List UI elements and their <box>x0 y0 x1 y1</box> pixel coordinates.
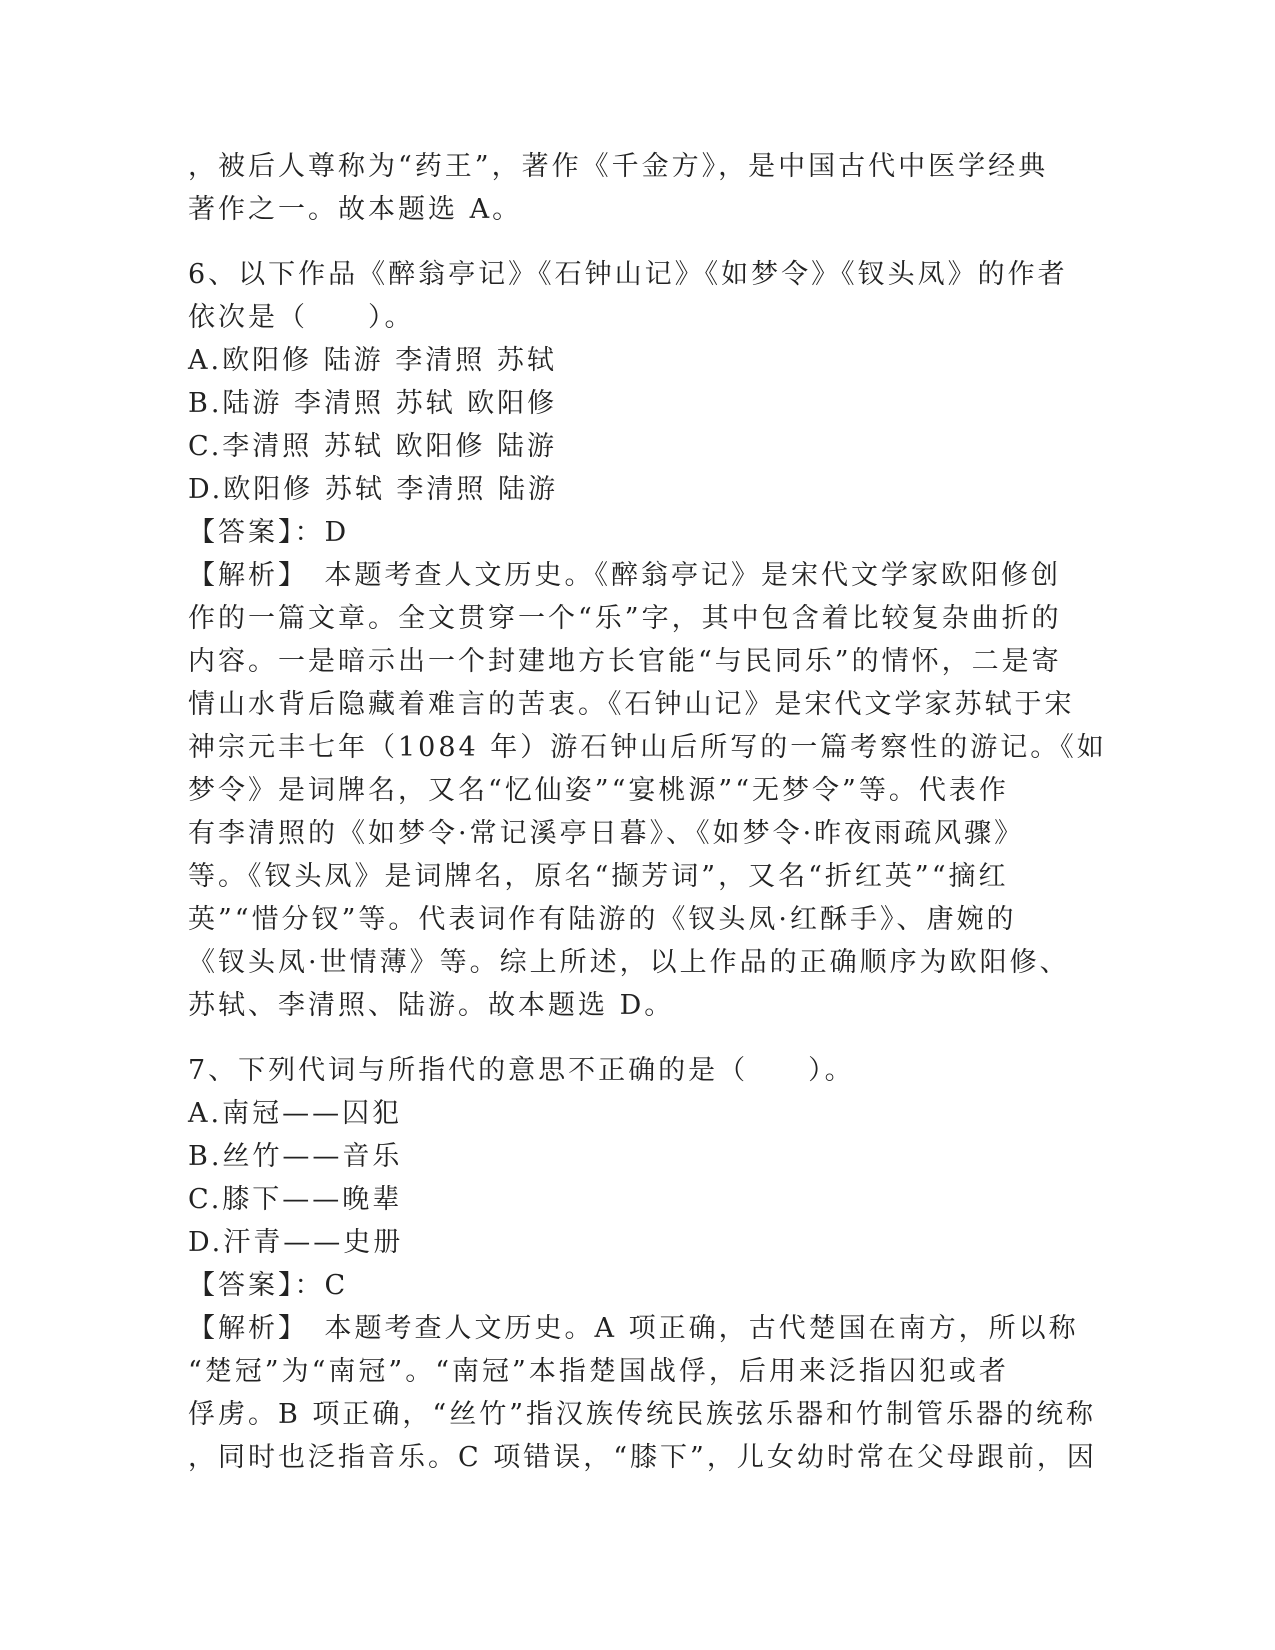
option-b: B.丝竹——音乐 <box>188 1141 403 1172</box>
option-a: A.南冠——囚犯 <box>188 1098 403 1129</box>
text-line: 内容。一是暗示出一个封建地方长官能“与民同乐”的情怀，二是寄 <box>188 646 1062 677</box>
text-line: 有李清照的《如梦令·常记溪亭日暮》、《如梦令·昨夜雨疏风骤》 <box>188 818 1025 849</box>
option-d: D.欧阳修 苏轼 李清照 陆游 <box>188 474 559 505</box>
analysis-paragraph <box>188 1307 1097 1479</box>
option-c: C.膝下——晚辈 <box>188 1184 403 1215</box>
text-line: “楚冠”为“南冠”。“南冠”本指楚国战俘，后用来泛指囚犯或者 <box>188 1356 1009 1387</box>
text-line: 作的一篇文章。全文贯穿一个“乐”字，其中包含着比较复杂曲折的 <box>188 603 1062 634</box>
text-line: 英”“惜分钗”等。代表词作有陆游的《钗头凤·红酥手》、唐婉的 <box>188 904 1017 935</box>
question-stem: 7、下列代词与所指代的意思不正确的是（ ）。 <box>188 1055 855 1086</box>
text-line: ，同时也泛指音乐。C 项错误，“膝下”，儿女幼时常在父母跟前，因 <box>188 1442 1097 1473</box>
option-c: C.李清照 苏轼 欧阳修 陆游 <box>188 431 558 462</box>
intro-paragraph <box>188 145 1088 231</box>
answer-line: 【答案】：C <box>188 1270 349 1301</box>
text-line: 神宗元丰七年（1084 年）游石钟山后所写的一篇考察性的游记。《如 <box>188 732 1107 763</box>
analysis-paragraph <box>188 554 1107 1027</box>
text-line: 【解析】 本题考查人文历史。A 项正确，古代楚国在南方，所以称 <box>188 1313 1079 1344</box>
answer-line: 【答案】：D <box>188 517 350 548</box>
text-line: 等。《钗头凤》是词牌名，原名“撷芳词”，又名“折红英”“摘红 <box>188 861 1009 892</box>
question-7 <box>188 1049 1097 1479</box>
text-line: ，被后人尊称为“药王”，著作《千金方》，是中国古代中医学经典 <box>188 151 1049 182</box>
text-line: 梦令》是词牌名，又名“忆仙姿”“宴桃源”“无梦令”等。代表作 <box>188 775 1009 806</box>
question-stem: 依次是（ ）。 <box>188 302 415 333</box>
option-d: D.汗青——史册 <box>188 1227 404 1258</box>
question-stem: 6、以下作品《醉翁亭记》《石钟山记》《如梦令》《钗头凤》的作者 <box>188 259 1068 290</box>
question-6 <box>188 253 1107 1027</box>
text-line: 【解析】 本题考查人文历史。《醉翁亭记》是宋代文学家欧阳修创 <box>188 560 1061 591</box>
option-a: A.欧阳修 陆游 李清照 苏轼 <box>188 345 557 376</box>
text-line: 著作之一。故本题选 A。 <box>188 194 523 225</box>
text-line: 苏轼、李清照、陆游。故本题选 D。 <box>188 990 675 1021</box>
text-line: 《钗头凤·世情薄》等。综上所述，以上作品的正确顺序为欧阳修、 <box>188 947 1070 978</box>
document-body <box>188 145 1107 1479</box>
text-line: 俘虏。B 项正确，“丝竹”指汉族传统民族弦乐器和竹制管乐器的统称 <box>188 1399 1097 1430</box>
text-line: 情山水背后隐藏着难言的苦衷。《石钟山记》是宋代文学家苏轼于宋 <box>188 689 1075 720</box>
option-b: B.陆游 李清照 苏轼 欧阳修 <box>188 388 558 419</box>
